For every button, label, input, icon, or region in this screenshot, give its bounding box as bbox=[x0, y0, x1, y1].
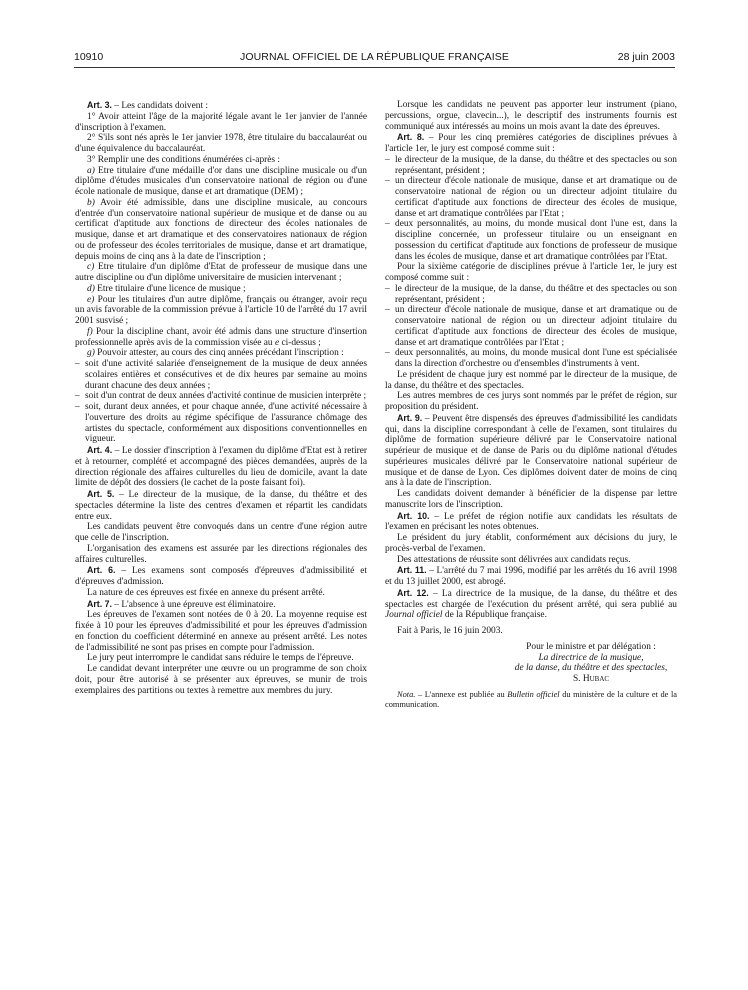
article-5 bbox=[75, 489, 367, 522]
item-letter: b) bbox=[87, 197, 95, 208]
article-3-label: Art. 3. bbox=[87, 100, 112, 110]
signature-line-2: La directrice de la musique, bbox=[538, 652, 644, 663]
list-item: – un directeur d'école nationale de musique, danse et art dramatique ou de conservatoire national de région ou un directeur adjoint titulaire du certificat d'aptitude aux fonctions de directeur des écoles de musique, danse et art dramatique contrôlées par l'Etat ; bbox=[395, 305, 677, 348]
signature-line-3: de la danse, du théâtre et des spectacles, bbox=[514, 663, 668, 674]
left-column bbox=[75, 100, 367, 696]
article-5-label: Art. 5. bbox=[87, 489, 115, 499]
journal-title: JOURNAL OFFICIEL DE LA RÉPUBLIQUE FRANÇAISE bbox=[240, 51, 509, 63]
item-text: ci-dessus ; bbox=[279, 337, 321, 348]
item-text: Etre titulaire d'une licence de musique ; bbox=[94, 283, 246, 294]
item-letter: a) bbox=[87, 165, 95, 176]
article-12-label: Art. 12. bbox=[397, 587, 429, 598]
publication-date: 28 juin 2003 bbox=[617, 51, 675, 63]
page-number: 10910 bbox=[74, 51, 104, 63]
article-text: – Le dossier d'inscription à l'examen du diplôme d'Etat est à retirer et à retourner, complété et accompagné des pièces demandées, auprès de la direction régionale des affaires culturelles du lieu de domicile, avant la date limite de dépôt des dossiers (le cachet de la poste faisant foi). bbox=[75, 446, 367, 489]
paragraph: Les épreuves de l'examen sont notées de 0 à 20. La moyenne requise est fixée à 10 pour les épreuves d'admissibilité et pour les épreuves d'admission en fonction du coefficient déterminé en annexe au présent arrêté. Les notes de l'admissibilité ne sont pas prises en compte pour l'admission. bbox=[75, 610, 367, 653]
paragraph: Le président de chaque jury est nommé par le directeur de la musique, de la danse, du théâtre et des spectacles. bbox=[385, 369, 677, 391]
article-7-label: Art. 7. bbox=[87, 598, 112, 609]
item-text: Pour les titulaires d'un autre diplôme, français ou étranger, avoir reçu un avis favorable de la commission prévue à l'article 10 de l'arrêté du 17 avril 2001 susvisé ; bbox=[75, 294, 367, 326]
article-7 bbox=[75, 599, 367, 611]
list-item: – soit d'un contrat de deux années d'activité continue de musicien interprète ; bbox=[85, 391, 367, 402]
article-10 bbox=[385, 511, 677, 534]
jury-list-1 bbox=[385, 155, 677, 263]
item-text: Pouvoir attester, au cours des cinq années précédant l'inscription : bbox=[94, 348, 344, 359]
header-rule bbox=[74, 67, 675, 68]
item-ref: e bbox=[274, 337, 280, 348]
jury-list-2 bbox=[385, 284, 677, 370]
signature-line-1: Pour le ministre et par délégation : bbox=[526, 641, 656, 652]
paragraph: Le jury peut interrompre le candidat sans réduire le temps de l'épreuve. bbox=[87, 653, 354, 664]
paragraph: Des attestations de réussite sont délivrées aux candidats reçus. bbox=[397, 554, 631, 565]
article-6-label: Art. 6. bbox=[87, 565, 116, 576]
article-11-label: Art. 11. bbox=[397, 565, 427, 576]
nota-text: du ministère de la culture et de la communication. bbox=[385, 689, 678, 709]
paragraph: Les autres membres de ces jurys sont nommés par le préfet de région, sur proposition du président. bbox=[385, 391, 677, 412]
article-text: – L'arrêté du 7 mai 1996, modifié par les arrêtés du 16 avril 1998 et du 13 juillet 2000, est abrogé. bbox=[385, 566, 677, 587]
item-text: Etre titulaire d'un diplôme d'Etat de professeur de musique dans une autre discipline ou d'un diplôme universitaire de musicien intervenant ; bbox=[75, 262, 367, 283]
item-letter: c) bbox=[87, 262, 95, 273]
article-3 bbox=[75, 100, 367, 112]
condition-b bbox=[75, 198, 367, 263]
list-item: – le directeur de la musique, de la danse, du théâtre et des spectacles ou son représentant, président ; bbox=[395, 155, 677, 177]
condition-f bbox=[75, 327, 367, 349]
article-11 bbox=[385, 565, 677, 588]
paragraph: Les candidats peuvent être convoqués dans un centre d'une région autre que celle de l'inscription. bbox=[75, 522, 367, 543]
right-column bbox=[385, 100, 677, 710]
article-4 bbox=[75, 445, 367, 489]
article-text: – Le préfet de région notifie aux candidats les résultats de l'examen en précisant les notes obtenues. bbox=[385, 511, 677, 533]
list-item: – deux personnalités, au moins, du monde musical dont l'une est, dans la discipline concernée, un professeur titulaire ou un enseignant en possession du certificat d'aptitude aux fonctions de professeur de musique dans les écoles de musique, danse et art dramatique contrôlées par l'Etat. bbox=[395, 219, 677, 262]
article-12 bbox=[385, 588, 677, 621]
paragraph: Lorsque les candidats ne peuvent pas apporter leur instrument (piano, percussions, orgue, clavecin...), le descriptif des instruments fournis est communiqué aux intéressés au moins un mois avant la date des épreuves. bbox=[385, 100, 677, 132]
article-9 bbox=[385, 413, 677, 489]
condition-g-list bbox=[75, 359, 367, 445]
paragraph: Les candidats doivent demander à bénéficier de la dispense par lettre manuscrite lors de l'inscription. bbox=[385, 489, 677, 510]
paragraph: 3° Remplir une des conditions énumérées ci-après : bbox=[87, 154, 281, 165]
bulletin-reference: Bulletin officiel bbox=[507, 689, 560, 699]
signing-place-date: Fait à Paris, le 16 juin 2003. bbox=[397, 626, 503, 636]
condition-a bbox=[75, 166, 367, 198]
article-6 bbox=[75, 565, 367, 588]
paragraph: Le président du jury établit, conformément aux décisions du jury, le procès-verbal de l'examen. bbox=[385, 533, 677, 554]
signatory-name: S. Hubac bbox=[572, 674, 610, 684]
article-3-intro: – Les candidats doivent : bbox=[111, 101, 209, 111]
condition-d bbox=[75, 284, 367, 295]
article-text: – Les examens sont composés d'épreuves d'admissibilité et d'épreuves d'admission. bbox=[75, 566, 367, 587]
article-4-label: Art. 4. bbox=[87, 445, 113, 455]
list-item: – le directeur de la musique, de la danse, du théâtre et des spectacles ou son représentant, président ; bbox=[395, 284, 677, 306]
list-item: – soit, durant deux années, et pour chaque année, d'une activité nécessaire à l'ouverture des droits au régime spécifique de l'assurance chômage des artistes du spectacle, conformément aux dispositions conventionnelles en vigueur. bbox=[85, 402, 367, 445]
condition-g bbox=[75, 348, 367, 359]
list-item: – un directeur d'école nationale de musique, danse et art dramatique ou de conservatoire national de région ou un directeur adjoint titulaire du certificat d'aptitude aux fonctions de directeur des écoles de musique, danse et art dramatique contrôlées par l'Etat ; bbox=[395, 176, 677, 219]
article-10-label: Art. 10. bbox=[397, 510, 430, 521]
item-text: Avoir été admissible, dans une discipline musicale, au concours d'entrée d'un conservatoire national supérieur de musique et de danse ou au certificat d'aptitude aux fonctions de directeur des écoles nationales de musique, danse et art dramatique et des conservatoires nationaux de région ou de professeur des écoles territoriales de musique, danse et art dramatique, depuis moins de cinq ans à la date de l'inscription ; bbox=[75, 197, 367, 262]
paragraph: L'organisation des examens est assurée par les directions régionales des affaires culturelles. bbox=[75, 543, 367, 565]
nota-text: – L'annexe est publiée au bbox=[415, 689, 508, 699]
item-letter: e) bbox=[87, 294, 95, 305]
page-header bbox=[74, 51, 675, 65]
paragraph: Pour la sixième catégorie de disciplines prévue à l'article 1er, le jury est composé comme suit : bbox=[385, 262, 677, 283]
item-text: Pour la discipline chant, avoir été admis dans une structure d'insertion professionnelle après avis de la commission visée au bbox=[75, 326, 367, 348]
article-8 bbox=[385, 132, 677, 155]
condition-c bbox=[75, 262, 367, 284]
item-text: Etre titulaire d'une médaille d'or dans une discipline musicale ou d'un diplôme d'études musicales d'un conservatoire national de région ou d'une école nationale de musique, danse et art dramatique (DEM) ; bbox=[75, 165, 367, 197]
nota bbox=[385, 690, 677, 710]
item-letter: g) bbox=[87, 348, 95, 359]
article-text: – Peuvent être dispensés des épreuves d'admissibilité les candidats qui, dans la discipline correspondant à celle de l'examen, sont titulaires du diplôme de formation supérieure délivré par le Conservatoire national supérieur de musique et de danse de Paris ou du diplôme national d'études supérieures musicales délivré par le Conservatoire national supérieur de musique et de danse de Lyon. Ces diplômes doivent dater de moins de cinq ans à la date de l'inscription. bbox=[385, 413, 677, 489]
article-text: – Le directeur de la musique, de la danse, du théâtre et des spectacles détermine la liste des centres d'examen et répartit les candidats entre eux. bbox=[75, 490, 367, 522]
paragraph: 2° S'ils sont nés après le 1er janvier 1978, être titulaire du baccalauréat ou d'une équivalence du baccalauréat. bbox=[75, 133, 367, 154]
article-9-label: Art. 9. bbox=[397, 412, 423, 423]
list-item: – deux personnalités, au moins, du monde musical dont l'une est spécialisée dans la direction d'orchestre ou d'ensembles d'instruments à vent. bbox=[395, 348, 677, 370]
paragraph: 1° Avoir atteint l'âge de la majorité légale avant le 1er janvier de l'année d'inscription à l'examen. bbox=[75, 111, 367, 133]
article-text: – Pour les cinq premières catégories de disciplines prévues à l'article 1er, le jury est composé comme suit : bbox=[385, 133, 677, 154]
article-8-label: Art. 8. bbox=[397, 132, 425, 143]
condition-e bbox=[75, 295, 367, 327]
article-text: – L'absence à une épreuve est éliminatoire. bbox=[111, 599, 276, 610]
nota-label: Nota. bbox=[397, 689, 416, 699]
item-letter: d) bbox=[87, 283, 95, 294]
paragraph: La nature de ces épreuves est fixée en annexe du présent arrêté. bbox=[87, 587, 325, 598]
article-text: – La directrice de la musique, de la danse, du théâtre et des spectacles est chargée de l'exécution du présent arrêté, qui sera publié au bbox=[385, 588, 678, 610]
paragraph: Le candidat devant interpréter une œuvre ou un programme de son choix doit, pour être autorisé à se présenter aux épreuves, se munir de trois exemplaires des partitions ou textes à remettre aux membres du jury. bbox=[75, 664, 367, 696]
item-letter: f) bbox=[87, 326, 93, 337]
journal-reference: Journal officiel bbox=[385, 610, 443, 621]
article-text: de la République française. bbox=[442, 610, 547, 621]
list-item: – soit d'une activité salariée d'enseignement de la musique de deux années scolaires entières et consécutives et de dix heures par semaine au moins durant chacune des deux années ; bbox=[85, 359, 367, 391]
